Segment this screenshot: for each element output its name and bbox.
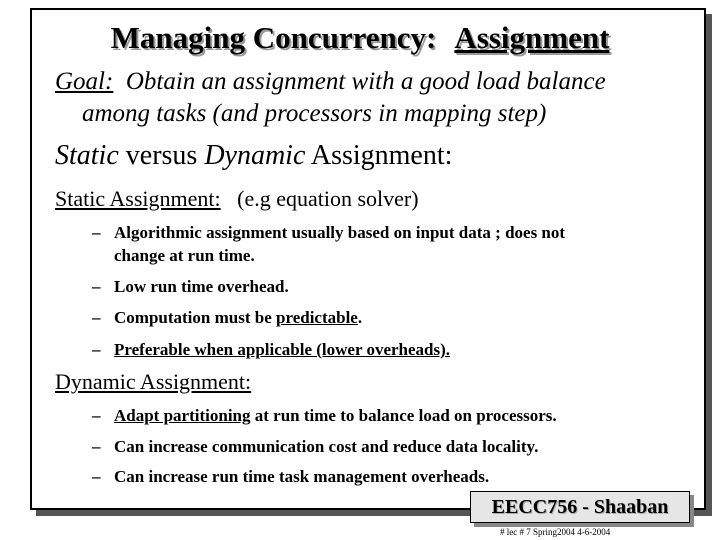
static-note: (e.g equation solver) [237, 186, 419, 211]
bullet-text-line-2: change at run time. [114, 246, 255, 265]
bullet-text: Can increase run time task management overheads. [114, 467, 490, 486]
bullet-dash: – [92, 277, 101, 296]
dynamic-bullet-2 [92, 435, 674, 458]
goal-line-2: among tasks (and processors in mapping step) [82, 100, 547, 127]
bullet-dash: – [92, 223, 101, 242]
bullet-text: Low run time overhead. [114, 277, 289, 296]
bullet-text-post: at run time to balance load on processors. [250, 406, 557, 425]
bullet-dash: – [92, 437, 101, 456]
goal-text [55, 66, 606, 130]
title-part-1: Managing Concurrency: [110, 20, 437, 55]
dynamic-heading [55, 369, 251, 395]
bullet-text: Preferable when applicable (lower overheads). [114, 340, 451, 359]
static-bullet-1 [92, 221, 674, 267]
main-heading [55, 140, 452, 172]
heading-static: Static [55, 140, 119, 171]
heading-dynamic: Dynamic [204, 140, 306, 171]
bullet-text [92, 404, 674, 427]
bullet-dash: – [92, 340, 101, 359]
goal-label: Goal: [55, 68, 114, 95]
static-heading [55, 186, 419, 212]
bullet-dash: – [92, 308, 101, 327]
dynamic-label: Dynamic Assignment: [55, 369, 252, 394]
bullet-dash: – [92, 406, 101, 425]
dynamic-bullet-1 [92, 404, 674, 427]
goal-line-1: Obtain an assignment with a good load balance [125, 68, 606, 95]
bullet-text: Can increase communication cost and reduce data locality. [114, 437, 539, 456]
bullet-text-post: . [357, 308, 363, 327]
heading-versus: versus [125, 140, 198, 171]
title-part-2: Assignment [454, 20, 610, 55]
bullet-text-underlined: predictable [276, 308, 358, 327]
slide-title [0, 20, 720, 56]
static-label: Static Assignment: [55, 186, 221, 211]
bullet-text-line-1: Algorithmic assignment usually based on input data ; does not [114, 223, 566, 242]
static-bullet-3 [92, 306, 674, 329]
bullet-text [92, 221, 674, 267]
static-bullet-2 [92, 275, 674, 298]
static-bullet-4 [92, 338, 674, 361]
bullet-text-underlined: Adapt partitioning [114, 406, 251, 425]
course-badge: EECC756 - Shaaban [470, 491, 690, 523]
bullet-text [92, 306, 674, 329]
footer-lecture-info: # lec # 7 Spring2004 4-6-2004 [500, 527, 611, 537]
dynamic-bullet-3 [92, 465, 674, 488]
bullet-dash: – [92, 467, 101, 486]
heading-rest: Assignment: [310, 140, 453, 171]
bullet-text-pre: Computation must be [114, 308, 276, 327]
